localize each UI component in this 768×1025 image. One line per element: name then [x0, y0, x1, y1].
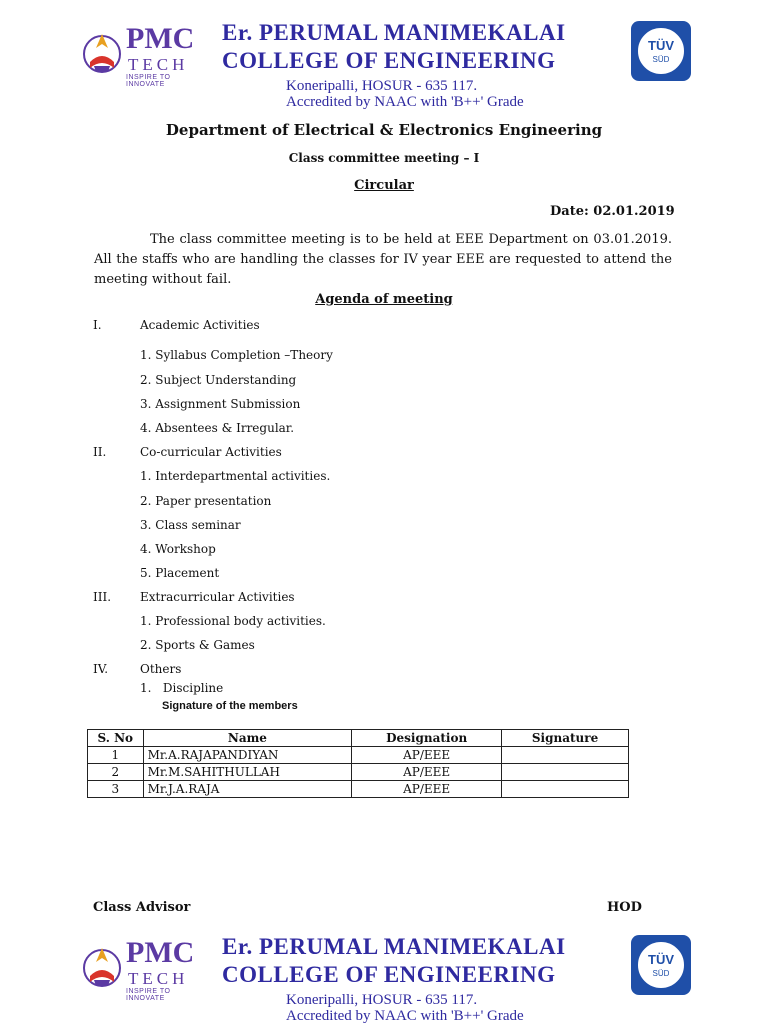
circular-title: Circular	[354, 178, 414, 193]
college-name-line1: Er. PERUMAL MANIMEKALAI	[222, 934, 566, 959]
column-header: S. No	[88, 730, 144, 747]
signature-heading: Signature of the members	[162, 700, 298, 712]
column-header: Name	[143, 730, 352, 747]
section-title: Academic Activities	[140, 318, 260, 332]
tuv-certification-icon	[630, 20, 692, 82]
department-title: Department of Electrical & Electronics Engineering	[165, 121, 603, 139]
circular-body: The class committee meeting is to be held at EEE Department on 03.01.2019. All the staffs who are handling the classes for IV year EEE are requested to attend the meeting without fail.	[94, 232, 672, 287]
section-number: IV.	[93, 662, 109, 676]
agenda-item: 1. Professional body activities.	[140, 614, 326, 628]
agenda-item: 5. Placement	[140, 566, 220, 580]
sno-cell: 1	[88, 747, 144, 764]
agenda-item: 1. Discipline	[140, 681, 224, 695]
emblem-icon	[82, 28, 122, 76]
section-title: Extracurricular Activities	[140, 590, 295, 604]
section-title: Co-curricular Activities	[140, 445, 282, 459]
logo-tagline: INSPIRE TO INNOVATE	[126, 988, 171, 1002]
sno-cell: 3	[88, 781, 144, 798]
college-logo	[82, 24, 202, 90]
agenda-item: 1. Syllabus Completion –Theory	[140, 348, 333, 362]
section-number: I.	[93, 318, 102, 332]
class-advisor-label: Class Advisor	[93, 900, 191, 915]
column-header: Designation	[352, 730, 502, 747]
section-number: II.	[93, 445, 107, 459]
college-address: Koneripalli, HOSUR - 635 117.	[286, 992, 478, 1008]
table-row	[88, 747, 629, 764]
column-header: Signature	[502, 730, 629, 747]
college-name-line1: Er. PERUMAL MANIMEKALAI	[222, 20, 566, 45]
circular-date: Date: 02.01.2019	[550, 204, 675, 219]
college-logo	[82, 938, 202, 1004]
logo-pmc-text: PMC	[126, 936, 195, 969]
tuv-badge-text: TÜV	[648, 952, 674, 967]
meeting-title: Class committee meeting – I	[288, 151, 480, 165]
name-cell: Mr.J.A.RAJA	[143, 781, 352, 798]
agenda-item: 2. Paper presentation	[140, 494, 272, 508]
logo-pmc-text: PMC	[126, 22, 195, 55]
signature-cell	[502, 764, 629, 781]
agenda-item: 4. Absentees & Irregular.	[140, 421, 295, 435]
tuv-certification-icon	[630, 934, 692, 996]
logo-tech-text: TECH	[128, 55, 189, 74]
signature-cell	[502, 747, 629, 764]
agenda-title: Agenda of meeting	[315, 292, 453, 307]
section-number: III.	[93, 590, 112, 604]
agenda-item: 4. Workshop	[140, 542, 216, 556]
section-title: Others	[140, 662, 182, 676]
members-table	[87, 729, 629, 798]
name-cell: Mr.M.SAHITHULLAH	[143, 764, 352, 781]
college-name-line2: COLLEGE OF ENGINEERING	[222, 48, 556, 73]
tuv-badge-sub: SÜD	[652, 55, 670, 64]
college-address: Koneripalli, HOSUR - 635 117.	[286, 78, 478, 94]
letterhead-bottom	[0, 932, 768, 1024]
agenda-item: 3. Class seminar	[140, 518, 241, 532]
college-accreditation: Accredited by NAAC with 'B++' Grade	[286, 1008, 524, 1024]
agenda-item: 1. Interdepartmental activities.	[140, 469, 331, 483]
designation-cell: AP/EEE	[352, 764, 502, 781]
letterhead-top	[0, 18, 768, 110]
agenda-item: 2. Subject Understanding	[140, 373, 297, 387]
agenda-item: 2. Sports & Games	[140, 638, 255, 652]
sno-cell: 2	[88, 764, 144, 781]
college-accreditation: Accredited by NAAC with 'B++' Grade	[286, 94, 524, 110]
name-cell: Mr.A.RAJAPANDIYAN	[143, 747, 352, 764]
agenda-item: 3. Assignment Submission	[140, 397, 301, 411]
designation-cell: AP/EEE	[352, 781, 502, 798]
table-row	[88, 781, 629, 798]
hod-label: HOD	[607, 900, 642, 915]
logo-tagline: INSPIRE TO INNOVATE	[126, 74, 171, 88]
college-name-line2: COLLEGE OF ENGINEERING	[222, 962, 556, 987]
designation-cell: AP/EEE	[352, 747, 502, 764]
table-header-row	[88, 730, 629, 747]
table-row	[88, 764, 629, 781]
logo-tech-text: TECH	[128, 969, 189, 988]
tuv-badge-sub: SÜD	[652, 969, 670, 978]
emblem-icon	[82, 942, 122, 990]
tuv-badge-text: TÜV	[648, 38, 674, 53]
signature-cell	[502, 781, 629, 798]
